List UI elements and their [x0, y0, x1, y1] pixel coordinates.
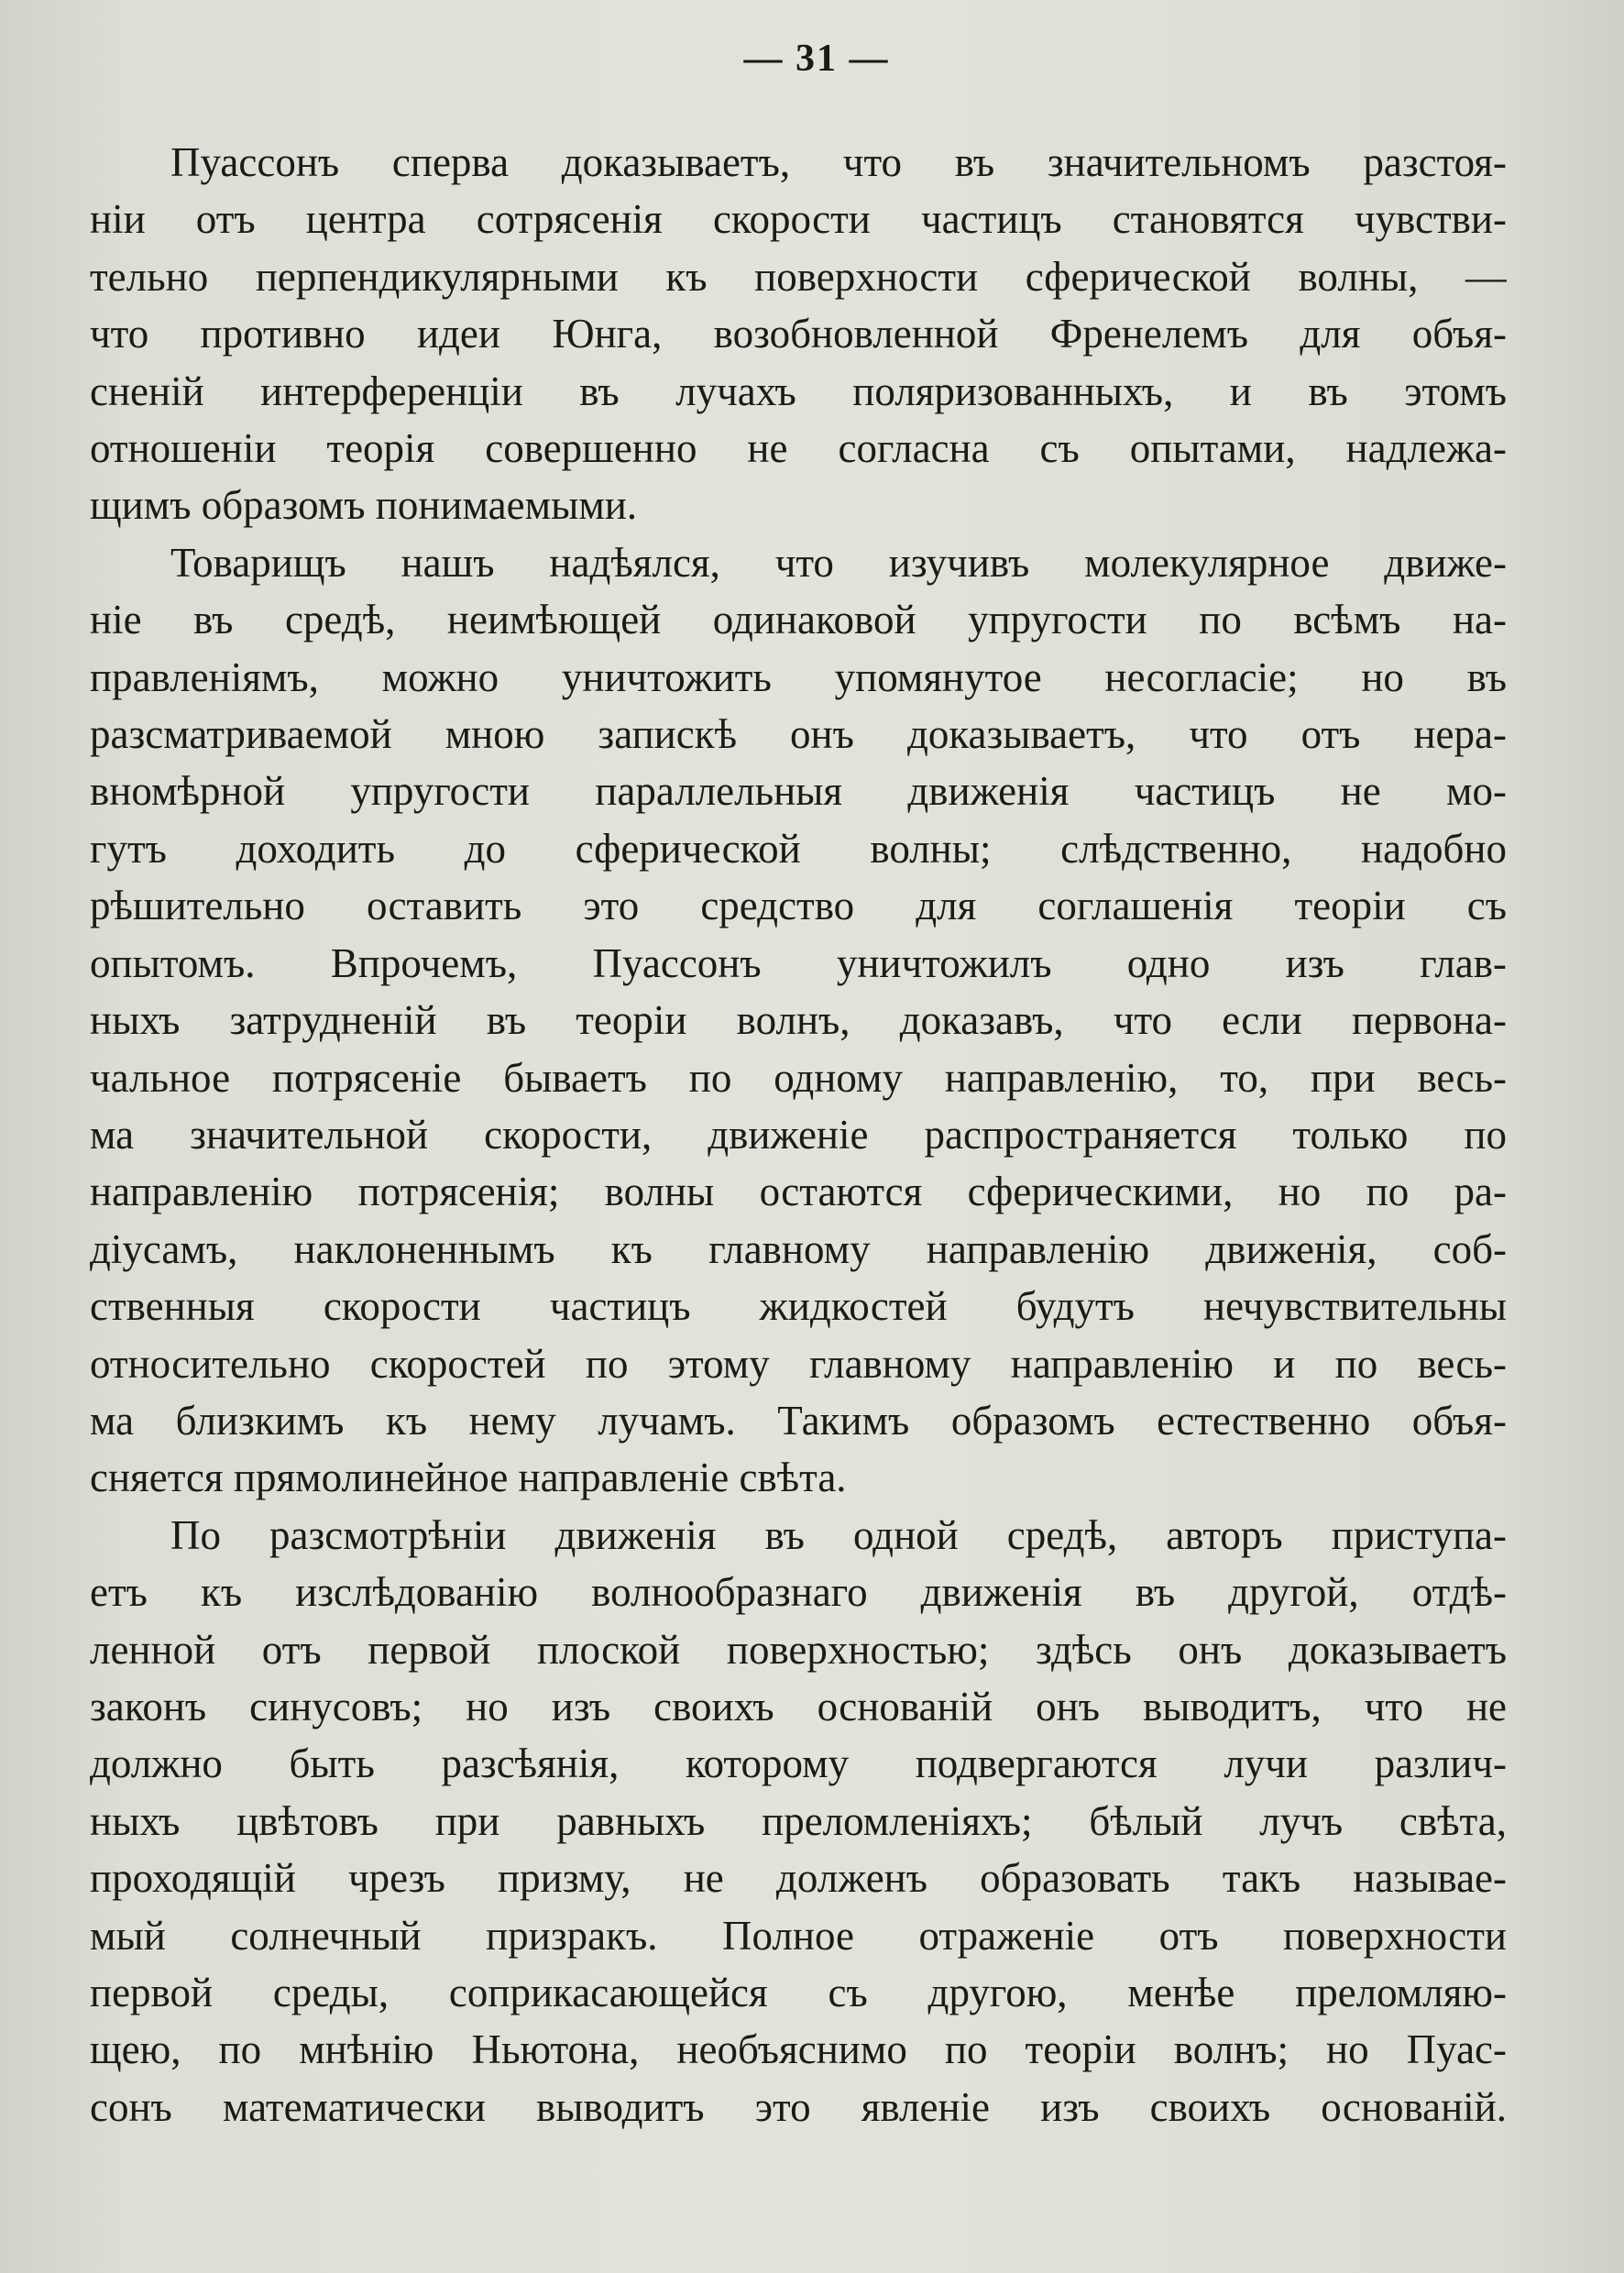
- paragraph-3: [90, 1507, 1507, 2136]
- text-line: отношеніи теорія совершенно не согласна съ опытами, надлежа-: [90, 425, 1507, 472]
- text-line: гутъ доходить до сферической волны; слѣдственно, надобно: [90, 825, 1507, 872]
- paragraph-1: [90, 134, 1507, 534]
- paragraph-2: [90, 534, 1507, 1507]
- text-line: ніе въ средѣ, неимѣющей одинаковой упругости по всѣмъ на-: [90, 597, 1507, 643]
- text-line: ма значительной скорости, движеніе распространяется только по: [90, 1111, 1507, 1158]
- text-line: щимъ образомъ понимаемыми.: [90, 482, 638, 529]
- text-line: мый солнечный призракъ. Полное отраженіе отъ поверхности: [90, 1912, 1507, 1959]
- text-line: что противно идеи Юнга, возобновленной Френелемъ для объя-: [90, 311, 1507, 357]
- text-line: ленной отъ первой плоской поверхностью; здѣсь онъ доказываетъ: [90, 1626, 1507, 1673]
- text-line: чальное потрясеніе бываетъ по одному направленію, то, при весь-: [90, 1054, 1507, 1101]
- text-line: относительно скоростей по этому главному направленію и по весь-: [90, 1340, 1507, 1387]
- text-line: направленію потрясенія; волны остаются сферическими, но по ра-: [90, 1169, 1507, 1215]
- text-line: разсматриваемой мною запискѣ онъ доказываетъ, что отъ нера-: [90, 711, 1507, 758]
- text-line: вномѣрной упругости параллельныя движенія частицъ не мо-: [90, 768, 1507, 815]
- text-line: ныхъ цвѣтовъ при равныхъ преломленіяхъ; бѣлый лучъ свѣта,: [90, 1797, 1507, 1844]
- text-line: опытомъ. Впрочемъ, Пуассонъ уничтожилъ одно изъ глав-: [90, 939, 1507, 986]
- text-line: етъ къ изслѣдованію волнообразнаго движенія въ другой, отдѣ-: [90, 1569, 1507, 1616]
- page-number: — 31 —: [743, 38, 890, 80]
- text-line: діусамъ, наклоненнымъ къ главному направленію движенія, соб-: [90, 1225, 1507, 1272]
- text-line: сонъ математически выводитъ это явленіе изъ своихъ основаній.: [90, 2083, 1507, 2130]
- text-line: ственныя скорости частицъ жидкостей будутъ нечувствительны: [90, 1283, 1507, 1330]
- text-line: сняется прямолинейное направленіе свѣта.: [90, 1455, 847, 1501]
- text-line: рѣшительно оставить это средство для соглашенія теоріи съ: [90, 883, 1507, 929]
- text-line: первой среды, соприкасающейся съ другою, менѣе преломляю-: [90, 1970, 1507, 2015]
- text-line: ма близкимъ къ нему лучамъ. Такимъ образомъ естественно объя-: [90, 1397, 1507, 1444]
- text-line: По разсмотрѣніи движенія въ одной средѣ, авторъ приступа-: [170, 1511, 1507, 1558]
- text-line: должно быть разсѣянія, которому подвергаются лучи различ-: [90, 1740, 1507, 1787]
- text-line: щею, по мнѣнію Ньютона, необъяснимо по теоріи волнъ; но Пуас-: [90, 2026, 1507, 2073]
- text-line: сненій интерференціи въ лучахъ поляризованныхъ, и въ этомъ: [90, 368, 1507, 414]
- text-line: правленіямъ, можно уничтожить упомянутое несогласіе; но въ: [90, 653, 1507, 700]
- text-line: ныхъ затрудненій въ теоріи волнъ, доказавъ, что если первона-: [90, 997, 1507, 1044]
- text-line: законъ синусовъ; но изъ своихъ основаній онъ выводитъ, что не: [90, 1683, 1507, 1729]
- text-line: ніи отъ центра сотрясенія скорости частицъ становятся чувстви-: [90, 196, 1507, 243]
- text-line: Пуассонъ сперва доказываетъ, что въ значительномъ разстоя-: [170, 139, 1507, 185]
- text-line: тельно перпендикулярными къ поверхности сферической волны, —: [90, 253, 1507, 300]
- body-text: [90, 134, 1507, 2136]
- text-line: Товарищъ нашъ надѣялся, что изучивъ молекулярное движе-: [170, 539, 1507, 586]
- text-line: проходящій чрезъ призму, не долженъ образовать такъ называе-: [90, 1855, 1507, 1902]
